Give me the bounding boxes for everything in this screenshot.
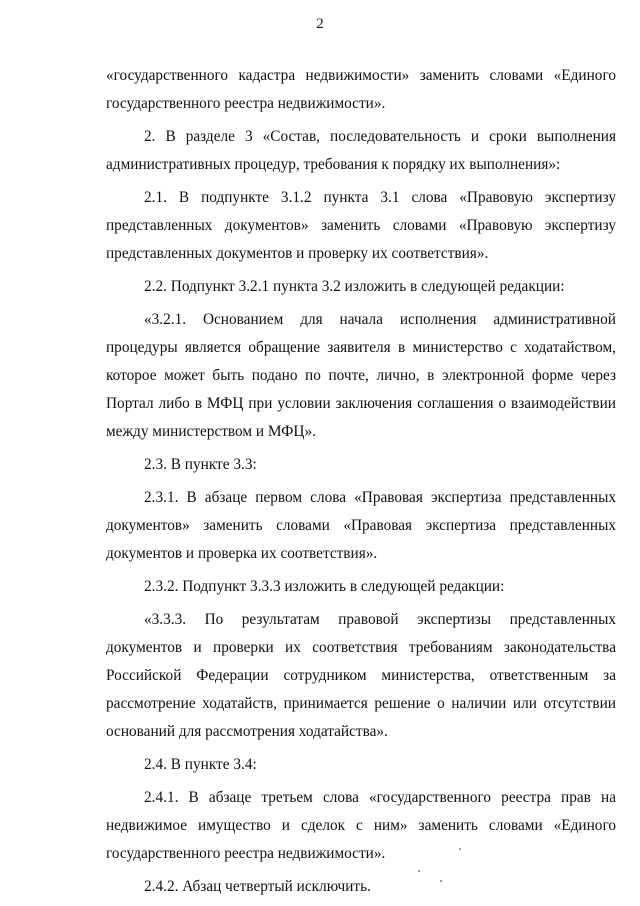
- paragraph-item-2-3-1: 2.3.1. В абзаце первом слова «Правовая экспертиза представленных документов» заменить словами «Правовая экспертиза представленных документов и проверка их соответствия».: [106, 489, 616, 562]
- scan-speck: [459, 848, 461, 850]
- page-number: 2: [316, 16, 324, 32]
- paragraph-item-2-2: 2.2. Подпункт 3.2.1 пункта 3.2 изложить в следующей редакции:: [144, 278, 565, 295]
- paragraph-item-2-3-2: 2.3.2. Подпункт 3.3.3 изложить в следующей редакции:: [144, 578, 505, 595]
- paragraph-item-2-1: 2.1. В подпункте 3.1.2 пункта 3.1 слова «Правовую экспертизу представленных документов» заменить словами «Правовую экспертизу представленных документов и проверку их соответствия».: [106, 189, 616, 262]
- paragraph-item-2-4-2: 2.4.2. Абзац четвертый исключить.: [144, 878, 371, 895]
- scan-speck: [440, 880, 442, 882]
- scan-speck: [418, 870, 420, 872]
- paragraph-quote-3-3-3: «3.3.3. По результатам правовой экспертизы представленных документов и проверки их соответствия требованиям законодательства Российской Федерации сотрудником министерства, ответственным за рассмотрение ходатайств, принимается решение о наличии или отсутствии оснований для рассмотрения ходатайства».: [106, 611, 616, 740]
- paragraph-continuation: «государственного кадастра недвижимости» заменить словами «Единого государственного реестра недвижимости».: [106, 67, 616, 112]
- paragraph-item-2-4: 2.4. В пункте 3.4:: [144, 756, 257, 773]
- document-body: [106, 62, 616, 906]
- paragraph-quote-3-2-1: «3.2.1. Основанием для начала исполнения административной процедуры является обращение заявителя в министерство с ходатайством, которое может быть подано по почте, лично, в электронной форме через Портал либо в МФЦ при условии заключения соглашения о взаимодействии между министерством и МФЦ».: [106, 311, 616, 440]
- paragraph-item-2-3: 2.3. В пункте 3.3:: [144, 456, 257, 473]
- paragraph-item-2: 2. В разделе 3 «Состав, последовательность и сроки выполнения административных процедур, требования к порядку их выполнения»:: [106, 128, 616, 173]
- paragraph-item-2-4-1: 2.4.1. В абзаце третьем слова «государственного реестра прав на недвижимое имущество и сделок с ним» заменить словами «Единого государственного реестра недвижимости».: [106, 789, 616, 862]
